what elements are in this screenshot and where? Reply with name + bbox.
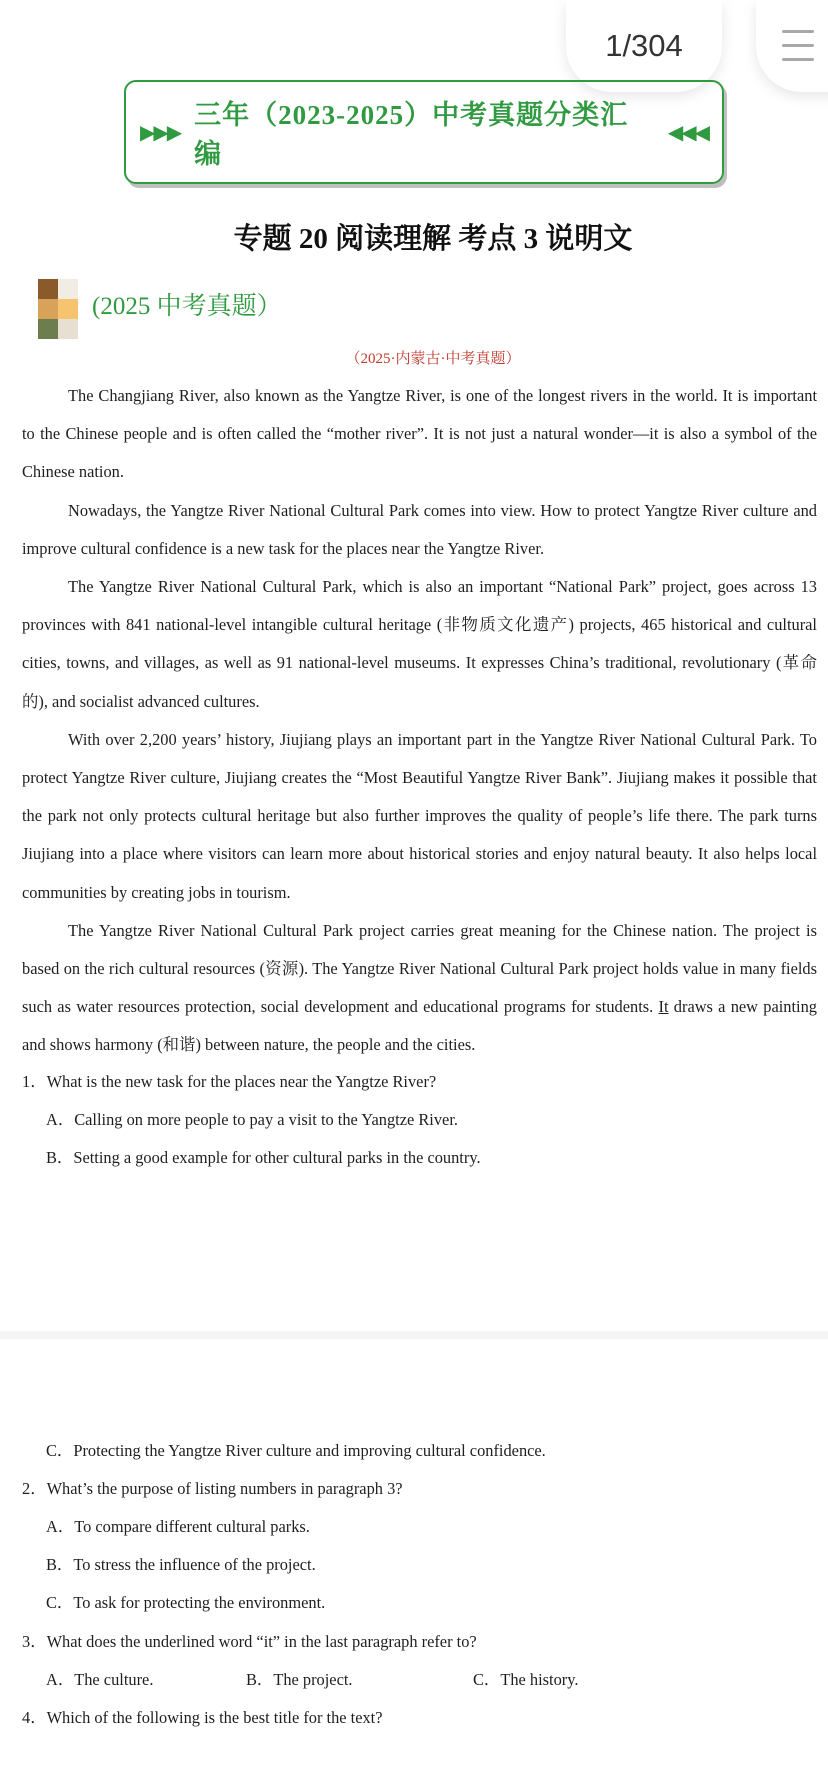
question-source: （2025·内蒙古·中考真题） xyxy=(345,351,521,367)
option-3b: B．The project. xyxy=(246,1669,353,1689)
option-3a: A．The culture. xyxy=(46,1669,154,1689)
series-banner xyxy=(124,80,724,184)
paragraph-5 xyxy=(22,912,817,1065)
banner-text: 三年（2023-2025）中考真题分类汇编 xyxy=(194,100,629,169)
question-3-options xyxy=(46,1661,817,1699)
paragraph-4: With over 2,200 years’ history, Jiujiang plays an important part in the Yangtze River National Cultural Park. To protect Yangtze River culture, Jiujiang creates the “Most Beautiful Yangtze River Bank”. Jiujiang makes it possible that the park not only protects cultural heritage but also further improves the quality of people’s life there. The park turns Jiujiang into a place where visitors can learn more about historical stories and enjoy natural beauty. It also helps local communities by creating jobs in tourism. xyxy=(22,729,817,902)
option-1a: A．Calling on more people to pay a visit to the Yangtze River. xyxy=(46,1110,458,1130)
page-break xyxy=(22,1178,817,1432)
question-list xyxy=(22,1063,817,1731)
option-3c: C．The history. xyxy=(473,1669,579,1689)
hamburger-menu-icon[interactable] xyxy=(756,0,828,92)
option-2c: C．To ask for protecting the environment. xyxy=(46,1593,326,1613)
paragraph-1: The Changjiang River, also known as the Yangtze River, is one of the longest rivers in the world. It is important to the Chinese people and is often called the “mother river”. It is not just a natural wonder—it is also a symbol of the Chinese nation. xyxy=(22,386,817,482)
option-1b: B．Setting a good example for other cultural parks in the country. xyxy=(46,1148,481,1168)
option-2a: A．To compare different cultural parks. xyxy=(46,1517,310,1537)
section-heading: (2025 中考真题） xyxy=(92,293,282,320)
page-title: 专题 20 阅读理解 考点 3 说明文 xyxy=(233,223,633,255)
option-1c: C．Protecting the Yangtze River culture and improving cultural confidence. xyxy=(46,1440,546,1460)
blurred-badge-icon xyxy=(38,279,86,341)
paragraph-5-text-b: draws a new painting and shows harmony (和谐) between nature, the people and the cities. xyxy=(22,997,817,1055)
right-arrows-icon: ▶▶▶ xyxy=(140,120,181,144)
question-2: 2．What’s the purpose of listing numbers in paragraph 3? xyxy=(22,1478,403,1498)
left-arrows-icon: ◀◀◀ xyxy=(667,120,708,144)
question-4: 4．Which of the following is the best title for the text? xyxy=(22,1708,383,1728)
paragraph-5-text-a: The Yangtze River National Cultural Park project carries great meaning for the Chinese nation. The project is based on the rich cultural resources (资源). The Yangtze River National Cultural Park project holds value in many fields such as water resources protection, social development and educational programs for students. xyxy=(22,920,817,1017)
underlined-word: It xyxy=(658,997,669,1017)
paragraph-2: Nowadays, the Yangtze River National Cultural Park comes into view. How to protect Yangtze River culture and improve cultural confidence is a new task for the places near the Yangtze River. xyxy=(22,500,817,558)
question-3: 3．What does the underlined word “it” in the last paragraph refer to? xyxy=(22,1631,477,1651)
question-1: 1．What is the new task for the places near the Yangtze River? xyxy=(22,1072,437,1091)
paragraph-3: The Yangtze River National Cultural Park, which is also an important “National Park” project, goes across 13 provinces with 841 national-level intangible cultural heritage (非物质文化遗产) projects, 465 historical and cultural cities, towns, and villages, as well as 91 national-level museums. It expresses China’s traditional, revolutionary (革命的), and socialist advanced cultures. xyxy=(22,577,817,711)
reading-passage xyxy=(22,377,817,1065)
option-2b: B．To stress the influence of the project. xyxy=(46,1555,316,1575)
page-counter: 1/304 xyxy=(566,0,722,92)
